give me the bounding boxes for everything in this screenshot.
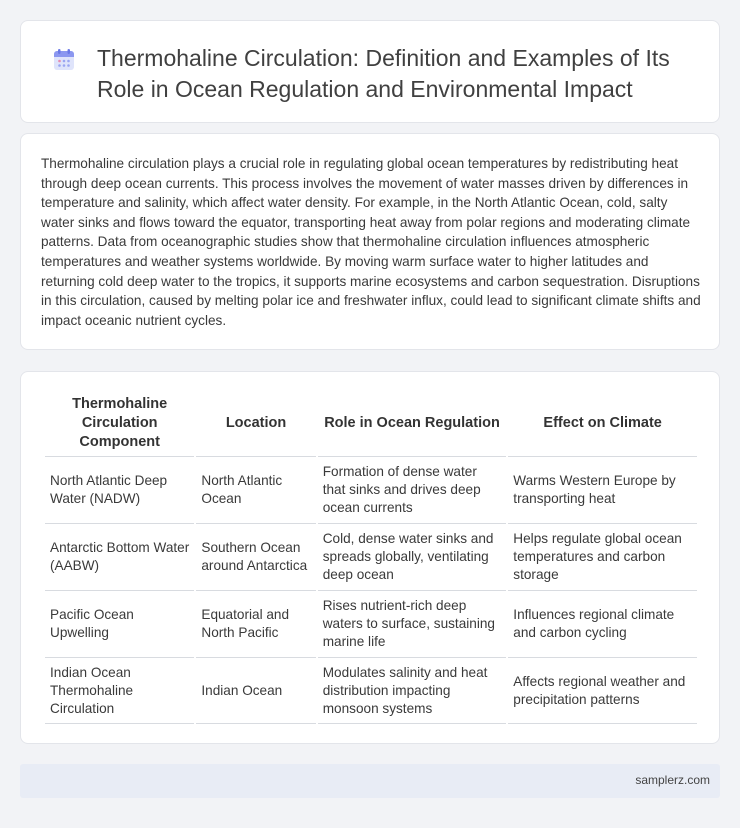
cell-effect: Influences regional climate and carbon cycling bbox=[508, 590, 697, 657]
cell-location: North Atlantic Ocean bbox=[196, 456, 315, 523]
footer-link[interactable]: samplerz.com bbox=[635, 773, 710, 787]
table-row bbox=[45, 456, 697, 523]
calendar-icon bbox=[51, 47, 77, 73]
cell-component: Antarctic Bottom Water (AABW) bbox=[45, 523, 194, 590]
cell-effect: Warms Western Europe by transporting heat bbox=[508, 456, 697, 523]
header-component: Thermohaline Circulation Component bbox=[72, 395, 168, 450]
intro-paragraph: Thermohaline circulation plays a crucial role in regulating global ocean temperatures by redistributing heat through deep ocean currents. This process involves the movement of water masses driven by differences in temperature and salinity, which affect water density. For example, in the North Atlantic Ocean, cold, salty water sinks and flows toward the equator, transporting heat away from polar regions and moderating climate patterns. Data from oceanographic studies show that thermohaline circulation influences atmospheric temperatures and weather systems worldwide. By moving warm surface water to higher latitudes and returning cold deep water to the tropics, it supports marine ecosystems and carbon sequestration. Disruptions in this circulation, caused by melting polar ice and freshwater influx, could lead to significant climate shifts and impact oceanic nutrient cycles. bbox=[41, 156, 701, 328]
page-title: Thermohaline Circulation: Definition and Examples of Its Role in Ocean Regulation and Environmental Impact bbox=[97, 45, 670, 102]
cell-component: Indian Ocean Thermohaline Circulation bbox=[45, 657, 194, 724]
cell-effect: Affects regional weather and precipitation patterns bbox=[508, 657, 697, 724]
cell-role: Formation of dense water that sinks and drives deep ocean currents bbox=[318, 456, 507, 523]
table-row bbox=[45, 590, 697, 657]
header-effect: Effect on Climate bbox=[543, 414, 662, 431]
table-row bbox=[45, 657, 697, 724]
cell-location: Equatorial and North Pacific bbox=[196, 590, 315, 657]
header-location: Location bbox=[225, 414, 287, 431]
title-wrap bbox=[51, 43, 699, 105]
table-row bbox=[45, 523, 697, 590]
header-role: Role in Ocean Regulation bbox=[324, 414, 500, 431]
cell-role: Cold, dense water sinks and spreads globally, ventilating deep ocean bbox=[318, 523, 507, 590]
cell-effect: Helps regulate global ocean temperatures and carbon storage bbox=[508, 523, 697, 590]
cell-role: Modulates salinity and heat distribution impacting monsoon systems bbox=[318, 657, 507, 724]
header-card bbox=[20, 20, 720, 123]
cell-role: Rises nutrient-rich deep waters to surface, sustaining marine life bbox=[318, 590, 507, 657]
table-card bbox=[20, 371, 720, 744]
footer-bar bbox=[20, 764, 720, 798]
cell-component: Pacific Ocean Upwelling bbox=[45, 590, 194, 657]
components-table bbox=[43, 390, 699, 724]
intro-card bbox=[20, 133, 720, 350]
table-header-row bbox=[45, 390, 697, 456]
cell-location: Indian Ocean bbox=[196, 657, 315, 724]
cell-component: North Atlantic Deep Water (NADW) bbox=[45, 456, 194, 523]
cell-location: Southern Ocean around Antarctica bbox=[196, 523, 315, 590]
